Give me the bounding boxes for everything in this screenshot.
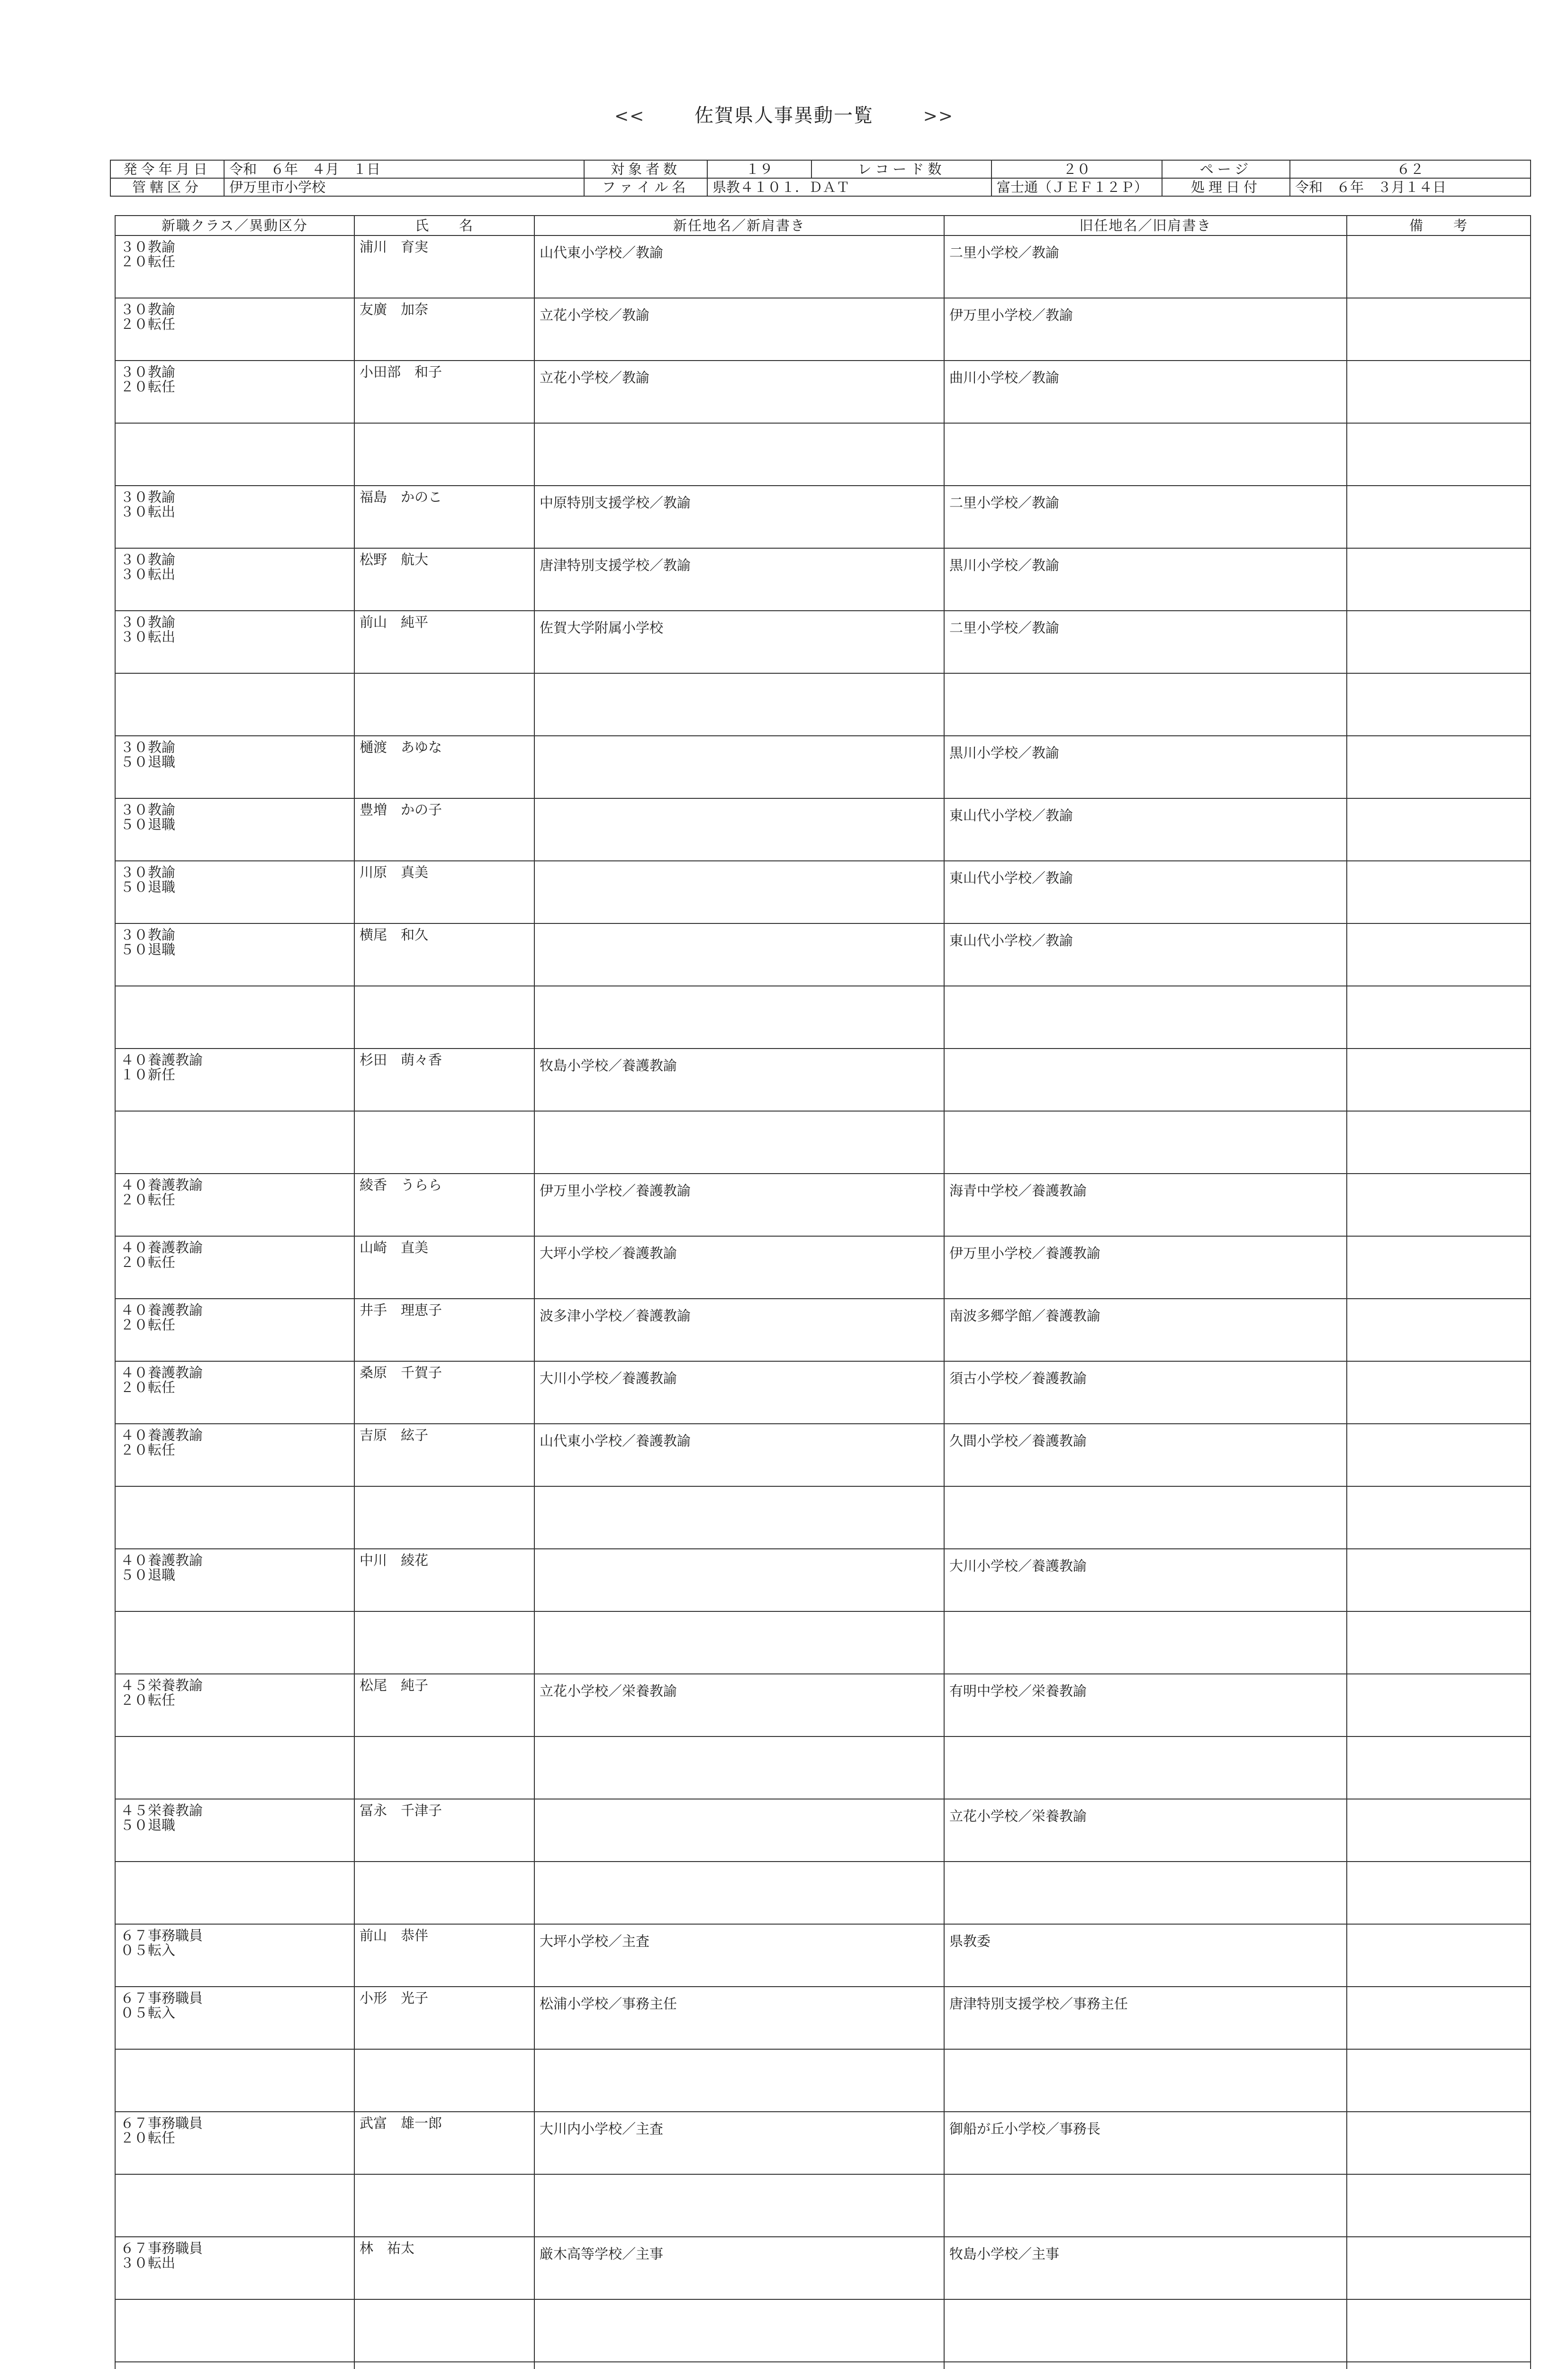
jurisdiction-value: 伊万里市小学校 bbox=[224, 178, 584, 196]
table-row bbox=[115, 1987, 1531, 2049]
transfer-type: ２０転任 bbox=[120, 1317, 176, 1333]
cell-new-post bbox=[534, 2362, 944, 2369]
table-row bbox=[115, 986, 1531, 1049]
cell-name bbox=[354, 423, 534, 486]
table-row bbox=[115, 1674, 1531, 1736]
cell-new-post: 立花小学校／栄養教諭 bbox=[534, 1674, 944, 1736]
job-class: ４０養護教諭 bbox=[120, 1177, 203, 1193]
page-value: ６２ bbox=[1290, 160, 1531, 178]
cell-old-post bbox=[944, 1862, 1347, 1924]
cell-remarks bbox=[1347, 2112, 1531, 2174]
transfer-type: ５０退職 bbox=[120, 879, 176, 895]
cell-new-post bbox=[534, 861, 944, 923]
cell-old-post: 大川小学校／養護教諭 bbox=[944, 1549, 1347, 1611]
cell-old-post: 東山代小学校／教諭 bbox=[944, 923, 1347, 986]
cell-old-post bbox=[944, 2049, 1347, 2112]
table-row bbox=[115, 1111, 1531, 1174]
cell-remarks bbox=[1347, 548, 1531, 611]
cell-name: 桑原 千賀子 bbox=[354, 1361, 534, 1424]
cell-new-post: 大坪小学校／養護教諭 bbox=[534, 1236, 944, 1299]
transfer-type: ２０転任 bbox=[120, 253, 176, 270]
cell-remarks bbox=[1347, 1111, 1531, 1174]
cell-old-post bbox=[944, 2299, 1347, 2362]
job-class: ４５栄養教諭 bbox=[120, 1677, 203, 1693]
cell-name: 杉田 萌々香 bbox=[354, 1049, 534, 1111]
cell-class bbox=[115, 423, 354, 486]
transfer-type: ５０退職 bbox=[120, 816, 176, 832]
transfer-type: ２０転任 bbox=[120, 316, 176, 332]
cell-remarks bbox=[1347, 486, 1531, 548]
cell-new-post: 中原特別支援学校／教諭 bbox=[534, 486, 944, 548]
cell-new-post bbox=[534, 1736, 944, 1799]
cell-remarks bbox=[1347, 1236, 1531, 1299]
col-header-new-post: 新任地名／新肩書き bbox=[534, 216, 944, 235]
cell-class bbox=[115, 1799, 354, 1862]
cell-class bbox=[115, 1611, 354, 1674]
cell-remarks bbox=[1347, 736, 1531, 798]
cell-name bbox=[354, 986, 534, 1049]
cell-remarks bbox=[1347, 1611, 1531, 1674]
cell-name: 樋渡 あゆな bbox=[354, 736, 534, 798]
cell-remarks bbox=[1347, 986, 1531, 1049]
job-class: ３０教諭 bbox=[120, 301, 176, 317]
header-table bbox=[110, 160, 1531, 197]
cell-remarks bbox=[1347, 1674, 1531, 1736]
job-class: ３０教諭 bbox=[120, 552, 176, 568]
cell-old-post: 黒川小学校／教諭 bbox=[944, 736, 1347, 798]
table-row bbox=[115, 1049, 1531, 1111]
cell-remarks bbox=[1347, 673, 1531, 736]
cell-name: 林 祐太 bbox=[354, 2237, 534, 2299]
cell-old-post: 二里小学校／教諭 bbox=[944, 486, 1347, 548]
cell-class bbox=[115, 2049, 354, 2112]
cell-remarks bbox=[1347, 1736, 1531, 1799]
table-row bbox=[115, 1299, 1531, 1361]
cell-new-post: 佐賀大学附属小学校 bbox=[534, 611, 944, 673]
transfer-type: ０５転入 bbox=[120, 2005, 176, 2021]
cell-remarks bbox=[1347, 2299, 1531, 2362]
cell-old-post: 東山代小学校／教諭 bbox=[944, 798, 1347, 861]
title-text: 佐賀県人事異動一覧 bbox=[694, 105, 874, 127]
column-header-row bbox=[115, 216, 1531, 235]
table-row bbox=[115, 2174, 1531, 2237]
cell-name: 松尾 純子 bbox=[354, 1674, 534, 1736]
cell-class bbox=[115, 923, 354, 986]
cell-class bbox=[115, 361, 354, 423]
cell-class bbox=[115, 2237, 354, 2299]
cell-old-post bbox=[944, 1486, 1347, 1549]
cell-remarks bbox=[1347, 861, 1531, 923]
cell-new-post bbox=[534, 1862, 944, 1924]
cell-class bbox=[115, 1486, 354, 1549]
cell-name: 小田部 和子 bbox=[354, 361, 534, 423]
job-class: ４０養護教諭 bbox=[120, 1302, 203, 1318]
title-left-mark: << bbox=[614, 107, 645, 126]
cell-old-post: 久間小学校／養護教諭 bbox=[944, 1424, 1347, 1486]
job-class: ４０養護教諭 bbox=[120, 1427, 203, 1443]
cell-old-post: 二里小学校／教諭 bbox=[944, 235, 1347, 298]
table-row bbox=[115, 736, 1531, 798]
cell-name bbox=[354, 673, 534, 736]
cell-new-post: 伊万里小学校／養護教諭 bbox=[534, 1174, 944, 1236]
cell-old-post: 南波多郷学館／養護教諭 bbox=[944, 1299, 1347, 1361]
table-row bbox=[115, 361, 1531, 423]
cell-old-post bbox=[944, 673, 1347, 736]
job-class: ４０養護教諭 bbox=[120, 1365, 203, 1381]
cell-class bbox=[115, 1111, 354, 1174]
cell-class bbox=[115, 1924, 354, 1987]
cell-name: 横尾 和久 bbox=[354, 923, 534, 986]
header-row-1 bbox=[110, 160, 1531, 178]
cell-new-post bbox=[534, 798, 944, 861]
cell-old-post: 東山代小学校／教諭 bbox=[944, 861, 1347, 923]
table-row bbox=[115, 611, 1531, 673]
table-row bbox=[115, 1611, 1531, 1674]
cell-new-post bbox=[534, 923, 944, 986]
cell-name bbox=[354, 1111, 534, 1174]
page-label: ページ bbox=[1162, 160, 1290, 178]
table-row bbox=[115, 1424, 1531, 1486]
table-row bbox=[115, 1736, 1531, 1799]
cell-old-post: 立花小学校／栄養教諭 bbox=[944, 1799, 1347, 1862]
header-row-2 bbox=[110, 178, 1531, 196]
table-row bbox=[115, 923, 1531, 986]
cell-class bbox=[115, 1736, 354, 1799]
process-date-value: 令和 ６年 ３月１４日 bbox=[1290, 178, 1531, 196]
cell-new-post bbox=[534, 673, 944, 736]
cell-class bbox=[115, 1862, 354, 1924]
transfer-type: ０５転入 bbox=[120, 1942, 176, 1958]
file-name-label: ファイル名 bbox=[584, 178, 707, 196]
cell-class bbox=[115, 986, 354, 1049]
cell-new-post: 波多津小学校／養護教諭 bbox=[534, 1299, 944, 1361]
cell-name bbox=[354, 2362, 534, 2369]
cell-class bbox=[115, 1236, 354, 1299]
cell-new-post bbox=[534, 1111, 944, 1174]
cell-remarks bbox=[1347, 1424, 1531, 1486]
transfer-type: ３０転出 bbox=[120, 2255, 176, 2271]
job-class: ４０養護教諭 bbox=[120, 1239, 203, 1256]
transfer-table bbox=[115, 215, 1531, 2369]
job-class: ３０教諭 bbox=[120, 239, 176, 255]
cell-name bbox=[354, 2049, 534, 2112]
table-row bbox=[115, 486, 1531, 548]
cell-old-post: 伊万里小学校／養護教諭 bbox=[944, 1236, 1347, 1299]
cell-name: 山崎 直美 bbox=[354, 1236, 534, 1299]
cell-new-post bbox=[534, 986, 944, 1049]
cell-class bbox=[115, 673, 354, 736]
col-header-name: 氏 名 bbox=[354, 216, 534, 235]
table-row bbox=[115, 1549, 1531, 1611]
cell-remarks bbox=[1347, 2049, 1531, 2112]
subjects-value: １９ bbox=[707, 160, 811, 178]
cell-new-post: 立花小学校／教諭 bbox=[534, 298, 944, 361]
transfer-type: ２０転任 bbox=[120, 1254, 176, 1270]
cell-name bbox=[354, 1736, 534, 1799]
cell-old-post: 二里小学校／教諭 bbox=[944, 611, 1347, 673]
cell-class bbox=[115, 235, 354, 298]
cell-remarks bbox=[1347, 2174, 1531, 2237]
cell-name: 吉原 絃子 bbox=[354, 1424, 534, 1486]
cell-class bbox=[115, 798, 354, 861]
cell-class bbox=[115, 1674, 354, 1736]
table-row bbox=[115, 1236, 1531, 1299]
job-class: ６７事務職員 bbox=[120, 2115, 203, 2131]
issue-date-value: 令和 ６年 ４月 １日 bbox=[224, 160, 584, 178]
cell-remarks bbox=[1347, 1799, 1531, 1862]
transfer-type: ５０退職 bbox=[120, 754, 176, 770]
cell-class bbox=[115, 1049, 354, 1111]
process-date-label: 処理日付 bbox=[1162, 178, 1290, 196]
transfer-type: ５０退職 bbox=[120, 941, 176, 958]
job-class: ３０教諭 bbox=[120, 364, 176, 380]
cell-remarks bbox=[1347, 1299, 1531, 1361]
cell-remarks bbox=[1347, 1174, 1531, 1236]
job-class: ３０教諭 bbox=[120, 739, 176, 755]
cell-remarks bbox=[1347, 1049, 1531, 1111]
col-header-remarks: 備 考 bbox=[1347, 216, 1531, 235]
table-row bbox=[115, 2362, 1531, 2369]
cell-name: 井手 理恵子 bbox=[354, 1299, 534, 1361]
transfer-type: ３０転出 bbox=[120, 566, 176, 582]
job-class: ６７事務職員 bbox=[120, 1927, 203, 1944]
table-row bbox=[115, 798, 1531, 861]
cell-old-post bbox=[944, 986, 1347, 1049]
jurisdiction-label: 管轄区分 bbox=[110, 178, 224, 196]
cell-remarks bbox=[1347, 1987, 1531, 2049]
cell-new-post bbox=[534, 1549, 944, 1611]
cell-remarks bbox=[1347, 611, 1531, 673]
job-class: ３０教諭 bbox=[120, 864, 176, 880]
cell-new-post bbox=[534, 2174, 944, 2237]
transfer-type: ２０転任 bbox=[120, 2130, 176, 2146]
cell-old-post: 唐津特別支援学校／事務主任 bbox=[944, 1987, 1347, 2049]
cell-new-post: 唐津特別支援学校／教諭 bbox=[534, 548, 944, 611]
cell-name: 中川 綾花 bbox=[354, 1549, 534, 1611]
cell-new-post: 山代東小学校／養護教諭 bbox=[534, 1424, 944, 1486]
cell-class bbox=[115, 736, 354, 798]
issue-date-label: 発令年月日 bbox=[110, 160, 224, 178]
table-row bbox=[115, 1799, 1531, 1862]
job-class: ４５栄養教諭 bbox=[120, 1802, 203, 1818]
table-row bbox=[115, 298, 1531, 361]
cell-class bbox=[115, 611, 354, 673]
cell-new-post: 厳木高等学校／主事 bbox=[534, 2237, 944, 2299]
cell-name bbox=[354, 2174, 534, 2237]
cell-old-post bbox=[944, 1049, 1347, 1111]
cell-class bbox=[115, 486, 354, 548]
transfer-type: ５０退職 bbox=[120, 1567, 176, 1583]
cell-name: 浦川 育実 bbox=[354, 235, 534, 298]
cell-class bbox=[115, 2299, 354, 2362]
document-title bbox=[0, 100, 1568, 127]
table-row bbox=[115, 1486, 1531, 1549]
cell-name bbox=[354, 1611, 534, 1674]
cell-class bbox=[115, 1987, 354, 2049]
transfer-type: ３０転出 bbox=[120, 504, 176, 520]
cell-name: 綾香 うらら bbox=[354, 1174, 534, 1236]
cell-name: 前山 恭伴 bbox=[354, 1924, 534, 1987]
cell-old-post bbox=[944, 2362, 1347, 2369]
cell-class bbox=[115, 1299, 354, 1361]
transfer-type: ２０転任 bbox=[120, 1442, 176, 1458]
cell-old-post bbox=[944, 2174, 1347, 2237]
cell-new-post: 大坪小学校／主査 bbox=[534, 1924, 944, 1987]
cell-class bbox=[115, 1361, 354, 1424]
cell-name: 福島 かのこ bbox=[354, 486, 534, 548]
cell-old-post bbox=[944, 1736, 1347, 1799]
table-row bbox=[115, 2049, 1531, 2112]
cell-new-post bbox=[534, 423, 944, 486]
cell-class bbox=[115, 1424, 354, 1486]
transfer-type: ２０転任 bbox=[120, 1692, 176, 1708]
cell-class bbox=[115, 2362, 354, 2369]
file-name-value: 県教４１０１．ＤＡＴ bbox=[707, 178, 991, 196]
cell-old-post: 須古小学校／養護教諭 bbox=[944, 1361, 1347, 1424]
records-value: ２０ bbox=[991, 160, 1162, 178]
cell-remarks bbox=[1347, 361, 1531, 423]
transfer-type: ２０転任 bbox=[120, 379, 176, 395]
job-class: ６７事務職員 bbox=[120, 2240, 203, 2256]
cell-old-post bbox=[944, 423, 1347, 486]
cell-name: 豊増 かの子 bbox=[354, 798, 534, 861]
transfer-type: ３０転出 bbox=[120, 629, 176, 645]
transfer-type: ５０退職 bbox=[120, 1817, 176, 1833]
cell-remarks bbox=[1347, 423, 1531, 486]
cell-new-post: 立花小学校／教諭 bbox=[534, 361, 944, 423]
cell-old-post: 海青中学校／養護教諭 bbox=[944, 1174, 1347, 1236]
cell-class bbox=[115, 861, 354, 923]
cell-name: 前山 純平 bbox=[354, 611, 534, 673]
cell-new-post: 大川内小学校／主査 bbox=[534, 2112, 944, 2174]
cell-class bbox=[115, 2174, 354, 2237]
title-right-mark: >> bbox=[923, 107, 954, 126]
cell-remarks bbox=[1347, 235, 1531, 298]
cell-class bbox=[115, 2112, 354, 2174]
table-row bbox=[115, 423, 1531, 486]
cell-new-post bbox=[534, 736, 944, 798]
table-row bbox=[115, 548, 1531, 611]
cell-new-post: 牧島小学校／養護教諭 bbox=[534, 1049, 944, 1111]
table-row bbox=[115, 1174, 1531, 1236]
job-class: ４０養護教諭 bbox=[120, 1552, 203, 1568]
cell-name bbox=[354, 1486, 534, 1549]
cell-old-post: 有明中学校／栄養教諭 bbox=[944, 1674, 1347, 1736]
cell-new-post bbox=[534, 1611, 944, 1674]
subjects-label: 対象者数 bbox=[584, 160, 707, 178]
cell-new-post bbox=[534, 2299, 944, 2362]
cell-class bbox=[115, 548, 354, 611]
cell-class bbox=[115, 298, 354, 361]
cell-class bbox=[115, 1549, 354, 1611]
cell-name: 小形 光子 bbox=[354, 1987, 534, 2049]
cell-remarks bbox=[1347, 923, 1531, 986]
cell-old-post: 県教委 bbox=[944, 1924, 1347, 1987]
records-label: レコード数 bbox=[811, 160, 991, 178]
transfer-type: ２０転任 bbox=[120, 1379, 176, 1395]
cell-name: 武富 雄一郎 bbox=[354, 2112, 534, 2174]
job-class: ６７事務職員 bbox=[120, 1990, 203, 2006]
cell-new-post bbox=[534, 1486, 944, 1549]
cell-remarks bbox=[1347, 1549, 1531, 1611]
cell-new-post bbox=[534, 2049, 944, 2112]
table-row bbox=[115, 1862, 1531, 1924]
transfer-type: ２０転任 bbox=[120, 1192, 176, 1208]
cell-old-post: 牧島小学校／主事 bbox=[944, 2237, 1347, 2299]
cell-remarks bbox=[1347, 1862, 1531, 1924]
cell-old-post: 黒川小学校／教諭 bbox=[944, 548, 1347, 611]
job-class: ４０養護教諭 bbox=[120, 1052, 203, 1068]
job-class: ３０教諭 bbox=[120, 802, 176, 818]
job-class: ３０教諭 bbox=[120, 614, 176, 630]
cell-remarks bbox=[1347, 2237, 1531, 2299]
cell-remarks bbox=[1347, 2362, 1531, 2369]
cell-old-post bbox=[944, 1611, 1347, 1674]
cell-remarks bbox=[1347, 798, 1531, 861]
cell-name: 川原 真美 bbox=[354, 861, 534, 923]
cell-remarks bbox=[1347, 298, 1531, 361]
col-header-class: 新職クラス／異動区分 bbox=[115, 216, 354, 235]
cell-class bbox=[115, 1174, 354, 1236]
cell-name bbox=[354, 1862, 534, 1924]
job-class: ３０教諭 bbox=[120, 927, 176, 943]
table-row bbox=[115, 1924, 1531, 1987]
cell-new-post bbox=[534, 1799, 944, 1862]
cell-remarks bbox=[1347, 1924, 1531, 1987]
cell-name: 松野 航大 bbox=[354, 548, 534, 611]
col-header-old-post: 旧任地名／旧肩書き bbox=[944, 216, 1347, 235]
table-row bbox=[115, 861, 1531, 923]
table-row bbox=[115, 2299, 1531, 2362]
system-value: 富士通（ＪＥＦ１２Ｐ） bbox=[991, 178, 1162, 196]
table-row bbox=[115, 673, 1531, 736]
table-row bbox=[115, 1361, 1531, 1424]
table-row bbox=[115, 2112, 1531, 2174]
cell-old-post bbox=[944, 1111, 1347, 1174]
cell-name: 冨永 千津子 bbox=[354, 1799, 534, 1862]
cell-old-post: 曲川小学校／教諭 bbox=[944, 361, 1347, 423]
transfer-type: １０新任 bbox=[120, 1067, 176, 1083]
cell-remarks bbox=[1347, 1361, 1531, 1424]
table-row bbox=[115, 2237, 1531, 2299]
cell-name bbox=[354, 2299, 534, 2362]
table-row bbox=[115, 235, 1531, 298]
job-class: ３０教諭 bbox=[120, 489, 176, 505]
cell-new-post: 大川小学校／養護教諭 bbox=[534, 1361, 944, 1424]
cell-old-post: 伊万里小学校／教諭 bbox=[944, 298, 1347, 361]
cell-name: 友廣 加奈 bbox=[354, 298, 534, 361]
cell-remarks bbox=[1347, 1486, 1531, 1549]
cell-new-post: 松浦小学校／事務主任 bbox=[534, 1987, 944, 2049]
cell-new-post: 山代東小学校／教諭 bbox=[534, 235, 944, 298]
cell-old-post: 御船が丘小学校／事務長 bbox=[944, 2112, 1347, 2174]
